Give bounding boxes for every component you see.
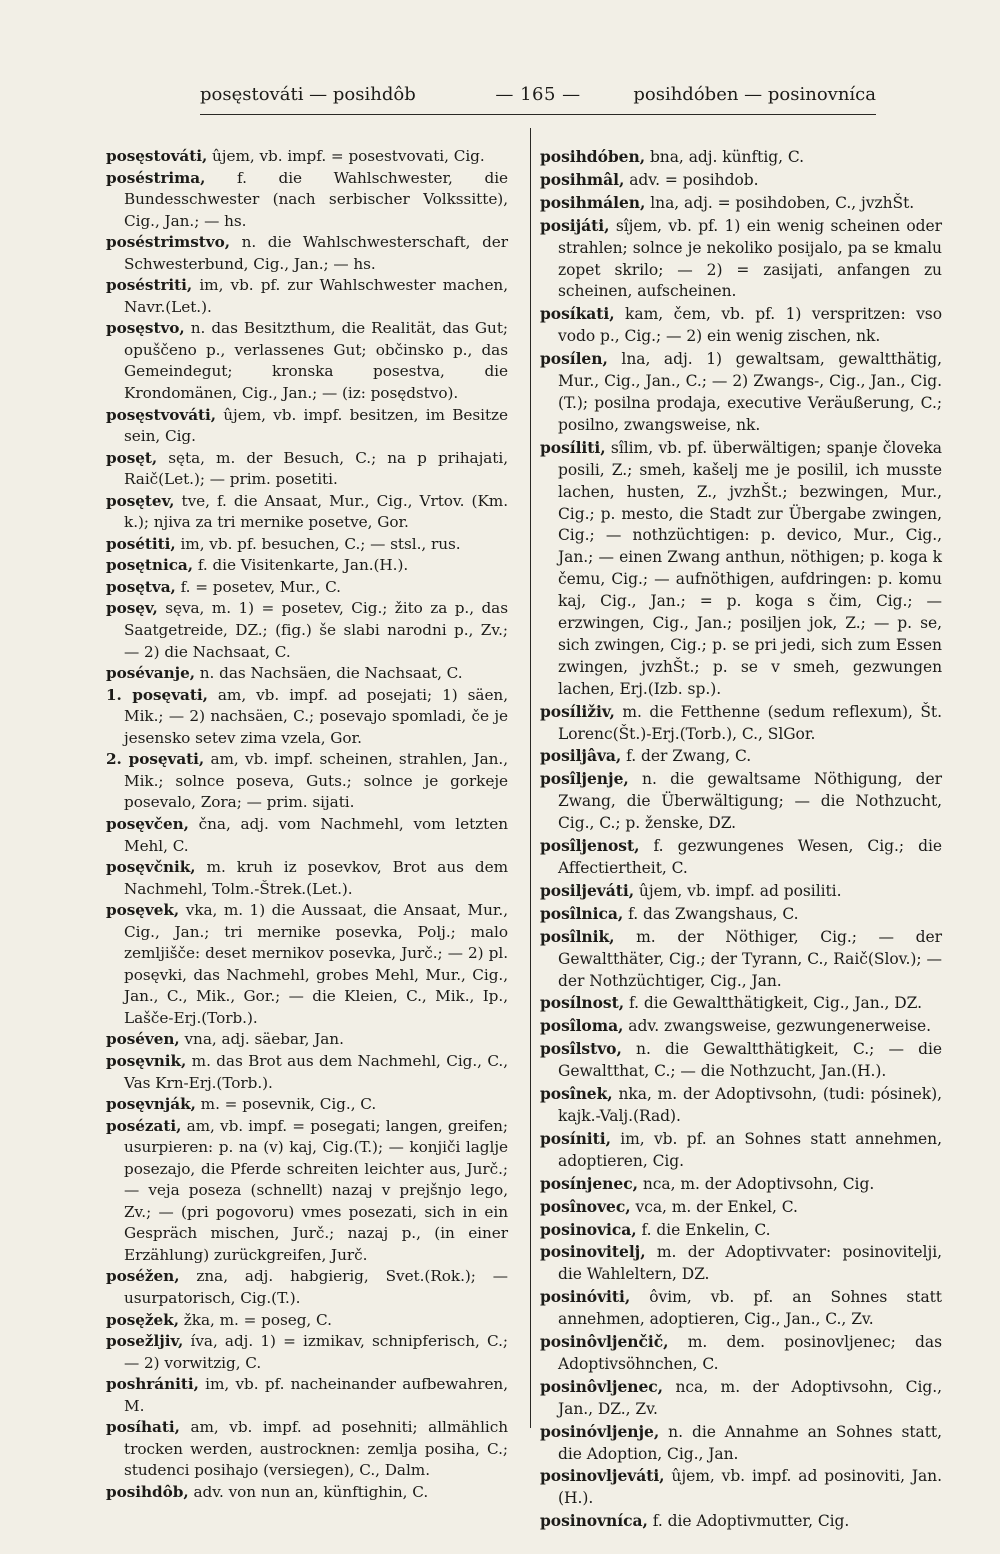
- dictionary-entry: [106, 900, 508, 1029]
- dictionary-entry: [540, 1286, 942, 1331]
- dictionary-entry: [106, 1116, 508, 1267]
- running-header: [200, 84, 876, 112]
- entry-headword: posęstvováti,: [106, 405, 217, 424]
- entry-headword: posiljeváti,: [540, 880, 635, 900]
- entry-headword: posinóviti,: [540, 1287, 631, 1307]
- entry-definition: sęta, m. der Besuch, C.; na p prihajati, Raič(Let.); — prim. posetiti.: [124, 448, 508, 489]
- entry-headword: posęstvo,: [106, 319, 185, 338]
- dictionary-entry: [540, 215, 942, 304]
- entry-headword: posijáti,: [540, 215, 610, 235]
- dictionary-entry: [106, 663, 508, 685]
- entry-definition: am, vb. impf. = posegati; langen, greifen; usurpieren: p. na (v) kaj, Cig.(T.); — konjiči laglje posezajo, die Pferde schreiten leichter aus, Jurč.; — veja poseza (schnellt) nazaj v prejšnjo lego, Zv.; — (pri pogovoru) vmes posezati, sich in ein Gespräch mischen, Jurč.; nazaj p., (in einer Erzählung) zurückgreifen, Jurč.: [124, 1116, 508, 1264]
- entry-headword: posęt,: [106, 448, 158, 467]
- entry-headword: posînek,: [540, 1084, 613, 1104]
- dictionary-entry: [540, 1196, 942, 1219]
- entry-definition: m. dem. posinovljenec; das Adoptivsöhnchen, C.: [558, 1333, 942, 1373]
- dictionary-entry: [540, 768, 942, 835]
- dictionary-entry: [540, 1241, 942, 1286]
- entry-definition: n. die Annahme an Sohnes statt, die Adoption, Cig., Jan.: [558, 1422, 942, 1463]
- entry-headword: poshrániti,: [106, 1375, 199, 1394]
- dictionary-entry: [540, 169, 942, 192]
- entry-definition: f. die Adoptivmutter, Cig.: [647, 1512, 850, 1531]
- entry-headword: posęstováti,: [106, 147, 208, 165]
- entry-definition: adv. zwangsweise, gezwungenerweise.: [623, 1017, 932, 1036]
- dictionary-entry: [540, 992, 942, 1015]
- entry-definition: ûjem, vb. impf. ad posinoviti, Jan.(H.).: [558, 1467, 942, 1508]
- dictionary-entry: [106, 749, 508, 814]
- entry-definition: ûjem, vb. impf. ad posiliti.: [634, 881, 842, 900]
- entry-headword: posétiti,: [106, 534, 176, 553]
- entry-headword: posętev,: [106, 491, 175, 510]
- dictionary-entry: [106, 448, 508, 491]
- entry-headword: posiljâva,: [540, 746, 622, 766]
- dictionary-entry: [106, 1331, 508, 1374]
- entry-definition: im, vb. pf. besuchen, C.; — stsl., rus.: [175, 534, 461, 553]
- dictionary-entry: [106, 1094, 508, 1116]
- dictionary-entry: [106, 1029, 508, 1051]
- dictionary-entry: [106, 1374, 508, 1417]
- entry-headword: posîljenost,: [540, 836, 640, 856]
- dictionary-entry: [540, 437, 942, 701]
- dictionary-entry: [106, 168, 508, 233]
- entry-definition: f. das Zwangshaus, C.: [623, 904, 799, 923]
- entry-headword: posîlstvo,: [540, 1039, 622, 1059]
- entry-definition: m. der Adoptivvater: posinovitelji, die Wahleltern, DZ.: [558, 1243, 942, 1284]
- dictionary-entry: [540, 835, 942, 880]
- entry-headword: posíniti,: [540, 1128, 611, 1148]
- dictionary-entry: [106, 598, 508, 663]
- entry-headword: posíliživ,: [540, 701, 615, 721]
- entry-definition: f. die Enkelin, C.: [636, 1220, 771, 1239]
- dictionary-entry: [540, 192, 942, 215]
- dictionary-entry: [540, 1465, 942, 1510]
- entry-definition: im, vb. pf. zur Wahlschwester machen, Navr.(Let.).: [124, 276, 508, 316]
- entry-headword: posęžek,: [106, 1310, 179, 1329]
- entry-definition: f. gezwungenes Wesen, Cig.; die Affectiertheit, C.: [558, 837, 942, 877]
- entry-headword: posihmâl,: [540, 169, 625, 189]
- entry-definition: am, vb. impf. scheinen, strahlen, Jan., Mik.; solnce poseva, Guts.; solnce je gorkeje posevalo, Zora; — prim. sijati.: [124, 750, 508, 812]
- dictionary-entry: [106, 814, 508, 857]
- dictionary-entry: [540, 1421, 942, 1466]
- entry-definition: f. die Gewaltthätigkeit, Cig., Jan., DZ.: [624, 994, 922, 1013]
- dictionary-entry: [106, 1051, 508, 1094]
- entry-definition: n. die Gewaltthätigkeit, C.; — die Gewaltthat, C.; — die Nothzucht, Jan.(H.).: [558, 1040, 942, 1081]
- entry-definition: n. die Wahlschwesterschaft, der Schwesterbund, Cig., Jan.; — hs.: [124, 233, 508, 273]
- dictionary-entry: [540, 926, 942, 993]
- entry-definition: kam, čem, vb. pf. 1) verspritzen: vso vodo p., Cig.; — 2) ein wenig zischen, nk.: [558, 305, 942, 346]
- entry-definition: lna, adj. = posihdoben, C., jvzhŠt.: [645, 193, 915, 212]
- entry-headword: posęvčen,: [106, 814, 189, 833]
- entry-headword: posętnica,: [106, 556, 194, 575]
- entry-headword: poséven,: [106, 1030, 180, 1049]
- entry-definition: f. der Zwang, C.: [621, 747, 752, 766]
- dictionary-entry: [540, 1173, 942, 1196]
- entry-headword: posévanje,: [106, 664, 195, 683]
- entry-headword: posîljenje,: [540, 769, 629, 789]
- entry-definition: nka, m. der Adoptivsohn, (tudi: pósinek), kajk.-Valj.(Rad).: [558, 1085, 942, 1125]
- entry-definition: vca, m. der Enkel, C.: [630, 1197, 798, 1216]
- entry-definition: vna, adj. säebar, Jan.: [179, 1030, 344, 1049]
- dictionary-entry: [106, 857, 508, 900]
- entry-headword: posętva,: [106, 577, 176, 596]
- dictionary-entry: [540, 745, 942, 768]
- entry-definition: bna, adj. künftig, C.: [645, 148, 805, 166]
- entry-definition: čna, adj. vom Nachmehl, vom letzten Mehl, C.: [124, 814, 508, 855]
- entry-definition: ôvim, vb. pf. an Sohnes statt annehmen, adoptieren, Cig., Jan., C., Zv.: [558, 1288, 942, 1329]
- dictionary-entry: [106, 577, 508, 599]
- entry-definition: ûjem, vb. impf. besitzen, im Besitze sein, Cig.: [124, 405, 508, 446]
- entry-definition: tve, f. die Ansaat, Mur., Cig., Vrtov. (Km. k.); njiva za tri mernike posetve, Gor.: [124, 491, 508, 532]
- entry-headword: posihdóben,: [540, 147, 646, 166]
- dictionary-entry: [106, 1417, 508, 1482]
- left-column: [106, 146, 508, 1503]
- entry-definition: íva, adj. 1) = izmikav, schnipferisch, C.; — 2) vorwitzig, C.: [124, 1332, 508, 1372]
- entry-definition: nca, m. der Adoptivsohn, Cig., Jan., DZ., Zv.: [558, 1377, 942, 1418]
- entry-headword: posézati,: [106, 1116, 182, 1135]
- entry-headword: poséstriti,: [106, 276, 193, 295]
- entry-definition: f. = posetev, Mur., C.: [175, 577, 341, 596]
- entry-headword: posihmálen,: [540, 192, 646, 212]
- dictionary-entry: [540, 1015, 942, 1038]
- entry-definition: am, vb. impf. ad posehniti; allmählich trocken werden, austrocknen: zemlja posiha, C.; studenci posihajo (versiegen), C., Dalm.: [124, 1418, 508, 1480]
- entry-definition: lna, adj. 1) gewaltsam, gewaltthätig, Mur., Cig., Jan., C.; — 2) Zwangs-, Cig., Jan., Cig.(T.); posilna prodaja, executive Veräußerung, C.; posilno, zwangsweise, nk.: [558, 350, 942, 434]
- dictionary-entry: [540, 1083, 942, 1128]
- entry-headword: poséžen,: [106, 1267, 180, 1286]
- entry-definition: m. kruh iz posevkov, Brot aus dem Nachmehl, Tolm.-Štrek.(Let.).: [124, 858, 508, 898]
- entry-headword: posînovec,: [540, 1196, 631, 1216]
- entry-headword: posíliti,: [540, 437, 606, 457]
- dictionary-entry: [540, 348, 942, 437]
- entry-headword: posínjenec,: [540, 1173, 638, 1193]
- entry-headword: posinovníca,: [540, 1511, 648, 1531]
- dictionary-entry: [106, 555, 508, 577]
- dictionary-entry: [540, 1510, 942, 1533]
- entry-definition: žka, m. = poseg, C.: [178, 1310, 332, 1329]
- entry-headword: posîloma,: [540, 1016, 624, 1036]
- entry-definition: im, vb. pf. an Sohnes statt annehmen, adoptieren, Cig.: [558, 1129, 942, 1170]
- dictionary-entry: [106, 318, 508, 404]
- dictionary-entry: [540, 146, 942, 169]
- entry-headword: posinovljeváti,: [540, 1466, 665, 1486]
- dictionary-entry: [540, 880, 942, 903]
- entry-definition: adv. = posihdob.: [624, 170, 759, 189]
- entry-headword: posílen,: [540, 349, 608, 369]
- entry-headword: posíhati,: [106, 1418, 180, 1437]
- entry-definition: ûjem, vb. impf. = posestvovati, Cig.: [207, 147, 485, 165]
- entry-headword: posíkati,: [540, 304, 615, 324]
- dictionary-entry: [540, 1038, 942, 1083]
- entry-headword: 1. posęvati,: [106, 685, 208, 704]
- entry-definition: am, vb. impf. ad posejati; 1) säen, Mik.; — 2) nachsäen, C.; posevajo spomladi, če je jesensko setev zima vzela, Gor.: [124, 685, 508, 747]
- entry-definition: im, vb. pf. nacheinander aufbewahren, M.: [124, 1375, 508, 1415]
- entry-headword: 2. posęvati,: [106, 750, 205, 769]
- entry-headword: poséstrima,: [106, 168, 206, 187]
- entry-headword: poséstrimstvo,: [106, 233, 230, 252]
- entry-definition: vka, m. 1) die Aussaat, die Ansaat, Mur., Cig., Jan.; tri mernike posevka, Polj.; malo zemljišče: deset mernikov posevka, Jurč.; — 2) pl. posęvki, das Nachmehl, grobes Mehl, Mur., Cig., Jan., C., Mik., Gor.; — die Kleien, C., Mik., Ip., Lašče-Erj.(Torb.).: [124, 901, 508, 1027]
- dictionary-entry: [106, 146, 508, 168]
- entry-headword: posinovitelj,: [540, 1242, 646, 1262]
- right-column: [540, 146, 942, 1533]
- entry-definition: nca, m. der Adoptivsohn, Cig.: [637, 1174, 875, 1193]
- dictionary-entry: [540, 701, 942, 746]
- entry-definition: f. die Wahlschwester, die Bundesschwester (nach serbischer Volkssitte), Cig., Jan.; — hs.: [124, 168, 508, 230]
- entry-definition: n. das Nachsäen, die Nachsaat, C.: [194, 664, 463, 683]
- entry-headword: posęvnik,: [106, 1051, 187, 1070]
- entry-headword: posežljiv,: [106, 1332, 184, 1351]
- dictionary-entry: [540, 1331, 942, 1376]
- entry-headword: posinóvljenje,: [540, 1421, 660, 1441]
- entry-headword: posinôvljenčič,: [540, 1332, 669, 1352]
- header-rule: [200, 114, 876, 115]
- entry-headword: posílnost,: [540, 993, 625, 1013]
- dictionary-entry: [106, 1266, 508, 1309]
- entry-definition: n. die gewaltsame Nöthigung, der Zwang, die Überwältigung; — die Nothzucht, Cig., C.; p. ženske, DZ.: [558, 770, 942, 833]
- dictionary-entry: [540, 1376, 942, 1421]
- entry-definition: f. die Visitenkarte, Jan.(H.).: [193, 556, 409, 575]
- entry-definition: m. = posevnik, Cig., C.: [195, 1095, 377, 1114]
- entry-definition: sęva, m. 1) = posetev, Cig.; žito za p., das Saatgetreide, DZ.; (fig.) še slabi narodni p., Zv.; — 2) die Nachsaat, C.: [124, 599, 508, 661]
- entry-headword: posęvnják,: [106, 1095, 196, 1114]
- dictionary-entry: [106, 232, 508, 275]
- entry-definition: adv. von nun an, künftighin, C.: [188, 1482, 429, 1501]
- dictionary-entry: [106, 685, 508, 750]
- header-left-guide: posęstováti — posihdôb: [200, 84, 416, 105]
- dictionary-entry: [540, 1128, 942, 1173]
- entry-definition: m. der Nöthiger, Cig.; — der Gewaltthäter, Cig.; der Tyrann, C., Raič(Slov.); — der Nothzüchtiger, Cig., Jan.: [558, 927, 942, 990]
- dictionary-entry: [540, 903, 942, 926]
- header-right-guide: posihdóben — posinovníca: [633, 84, 876, 105]
- dictionary-entry: [106, 275, 508, 318]
- entry-headword: posihdôb,: [106, 1482, 189, 1501]
- entry-headword: posęvčnik,: [106, 858, 196, 877]
- dictionary-entry: [106, 534, 508, 556]
- entry-definition: sîlim, vb. pf. überwältigen; spanje človeka posili, Z.; smeh, kašelj me je posilil, ich musste lachen, husten, Z., jvzhŠt.; bezwingen, Mur., Cig.; p. mesto, die Stadt zur Übergabe zwingen, Cig.; — nothzüchtigen: p. devico, Mur., Cig., Jan.; — einen Zwang anthun, nöthigen; p. koga k čemu, Cig.; — aufnöthigen, aufdringen: p. komu kaj, Cig., Jan.; = p. koga s čim, Cig.; — erzwingen, Cig., Jan.; posiljen jok, Z.; — p. se, sich zwingen, Cig.; p. se pri jedi, sich zum Essen zwingen, jvzhŠt.; p. se v smeh, gezwungen lachen, Erj.(Izb. sp.).: [558, 438, 942, 698]
- entry-definition: sîjem, vb. pf. 1) ein wenig scheinen oder strahlen; solnce je nekoliko posijalo, pa se kmalu zopet skrilo; — 2) = zasijati, anfangen zu scheinen, aufscheinen.: [558, 216, 942, 301]
- column-divider: [530, 128, 531, 1428]
- entry-headword: posîlnik,: [540, 926, 615, 946]
- entry-definition: n. das Besitzthum, die Realität, das Gut; opuščeno p., verlassenes Gut; občinsko p., das Gemeindegut; kronska posestva, die Krondomänen, Cig., Jan.; — (iz: posędstvo).: [124, 319, 508, 403]
- entry-definition: m. das Brot aus dem Nachmehl, Cig., C., Vas Krn-Erj.(Torb.).: [124, 1051, 508, 1092]
- page-number: — 165 —: [495, 84, 581, 105]
- entry-definition: zna, adj. habgierig, Svet.(Rok.); — usurpatorisch, Cig.(T.).: [124, 1267, 508, 1307]
- entry-headword: posinovica,: [540, 1219, 637, 1239]
- dictionary-entry: [106, 1482, 508, 1504]
- dictionary-entry: [540, 1219, 942, 1242]
- entry-headword: posîlnica,: [540, 903, 624, 923]
- dictionary-entry: [540, 303, 942, 348]
- entry-definition: m. die Fetthenne (sedum reflexum), Št. Lorenc(Št.)-Erj.(Torb.), C., SlGor.: [558, 702, 942, 743]
- dictionary-entry: [106, 491, 508, 534]
- entry-headword: posęvek,: [106, 901, 180, 920]
- entry-headword: posinôvljenec,: [540, 1376, 664, 1396]
- entry-headword: posęv,: [106, 599, 158, 618]
- dictionary-entry: [106, 405, 508, 448]
- dictionary-entry: [106, 1310, 508, 1332]
